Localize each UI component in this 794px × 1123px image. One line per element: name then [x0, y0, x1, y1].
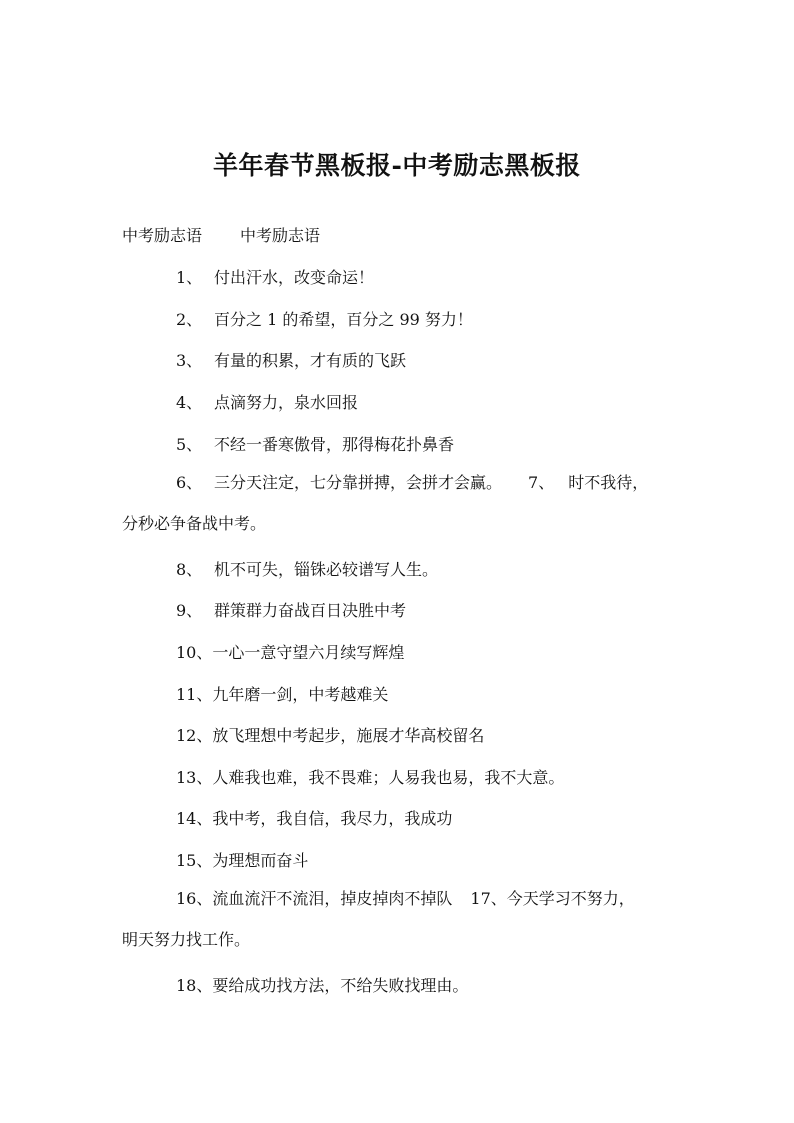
item-text: 要给成功找方法，不给失败找理由。 — [212, 976, 469, 995]
item-number: 17、 — [470, 889, 507, 908]
item-text-continued: 明天努力找工作。 — [122, 930, 251, 949]
item-text: 流血流汗不流泪，掉皮掉肉不掉队 — [212, 889, 453, 908]
list-item — [176, 806, 452, 829]
item-text: 一心一意守望六月续写辉煌 — [212, 643, 405, 662]
list-item — [176, 557, 438, 580]
section-header-label: 中考励志语 — [122, 226, 203, 245]
item-text: 人难我也难，我不畏难；人易我也易，我不大意。 — [212, 768, 565, 787]
list-item — [176, 848, 308, 871]
list-item-wrapped — [122, 878, 692, 960]
item-text: 百分之 1 的希望，百分之 99 努力！ — [214, 310, 473, 329]
item-text: 点滴努力，泉水回报 — [214, 393, 359, 412]
item-text: 不经一番寒傲骨，那得梅花扑鼻香 — [214, 435, 455, 454]
item-number: 7、 — [528, 473, 555, 492]
item-text: 放飞理想中考起步，施展才华高校留名 — [212, 726, 485, 745]
item-text: 机不可失，锱铢必较谱写人生。 — [214, 560, 439, 579]
item-text: 付出汗水，改变命运！ — [214, 268, 375, 287]
list-item — [176, 348, 406, 371]
item-text: 有量的积累，才有质的飞跃 — [214, 351, 407, 370]
item-number: 11、 — [176, 685, 213, 704]
item-number: 10、 — [176, 643, 213, 662]
item-number: 18、 — [176, 976, 213, 995]
document-title: 羊年春节黑板报-中考励志黑板报 — [213, 151, 581, 180]
item-number: 12、 — [176, 726, 213, 745]
item-number: 14、 — [176, 809, 213, 828]
list-item — [176, 723, 484, 746]
item-text: 我中考，我自信，我尽力，我成功 — [212, 809, 453, 828]
list-item-wrapped — [122, 462, 692, 544]
list-item — [176, 598, 406, 621]
section-header — [122, 223, 320, 246]
item-text: 时不我待， — [568, 473, 649, 492]
section-header-label: 中考励志语 — [240, 226, 321, 245]
item-number: 9、 — [176, 601, 203, 620]
item-number: 16、 — [176, 889, 213, 908]
item-text-continued: 分秒必争备战中考。 — [122, 514, 267, 533]
item-number: 2、 — [176, 310, 203, 329]
item-text: 九年磨一剑，中考越难关 — [212, 685, 389, 704]
item-text: 三分天注定，七分靠拼搏，会拼才会赢。 — [214, 473, 503, 492]
item-number: 1、 — [176, 268, 203, 287]
list-item — [176, 432, 454, 455]
list-item — [176, 390, 358, 413]
list-item — [176, 307, 473, 330]
item-number: 13、 — [176, 768, 213, 787]
list-item — [176, 765, 564, 788]
list-item — [176, 640, 404, 663]
item-text: 为理想而奋斗 — [212, 851, 309, 870]
item-number: 5、 — [176, 435, 203, 454]
item-number: 15、 — [176, 851, 213, 870]
list-item — [176, 265, 374, 288]
item-number: 3、 — [176, 351, 203, 370]
list-item — [176, 973, 468, 996]
item-number: 4、 — [176, 393, 203, 412]
item-text: 群策群力奋战百日决胜中考 — [214, 601, 407, 620]
item-number: 6、 — [176, 473, 203, 492]
item-number: 8、 — [176, 560, 203, 579]
list-item — [176, 682, 388, 705]
item-text: 今天学习不努力， — [506, 889, 635, 908]
